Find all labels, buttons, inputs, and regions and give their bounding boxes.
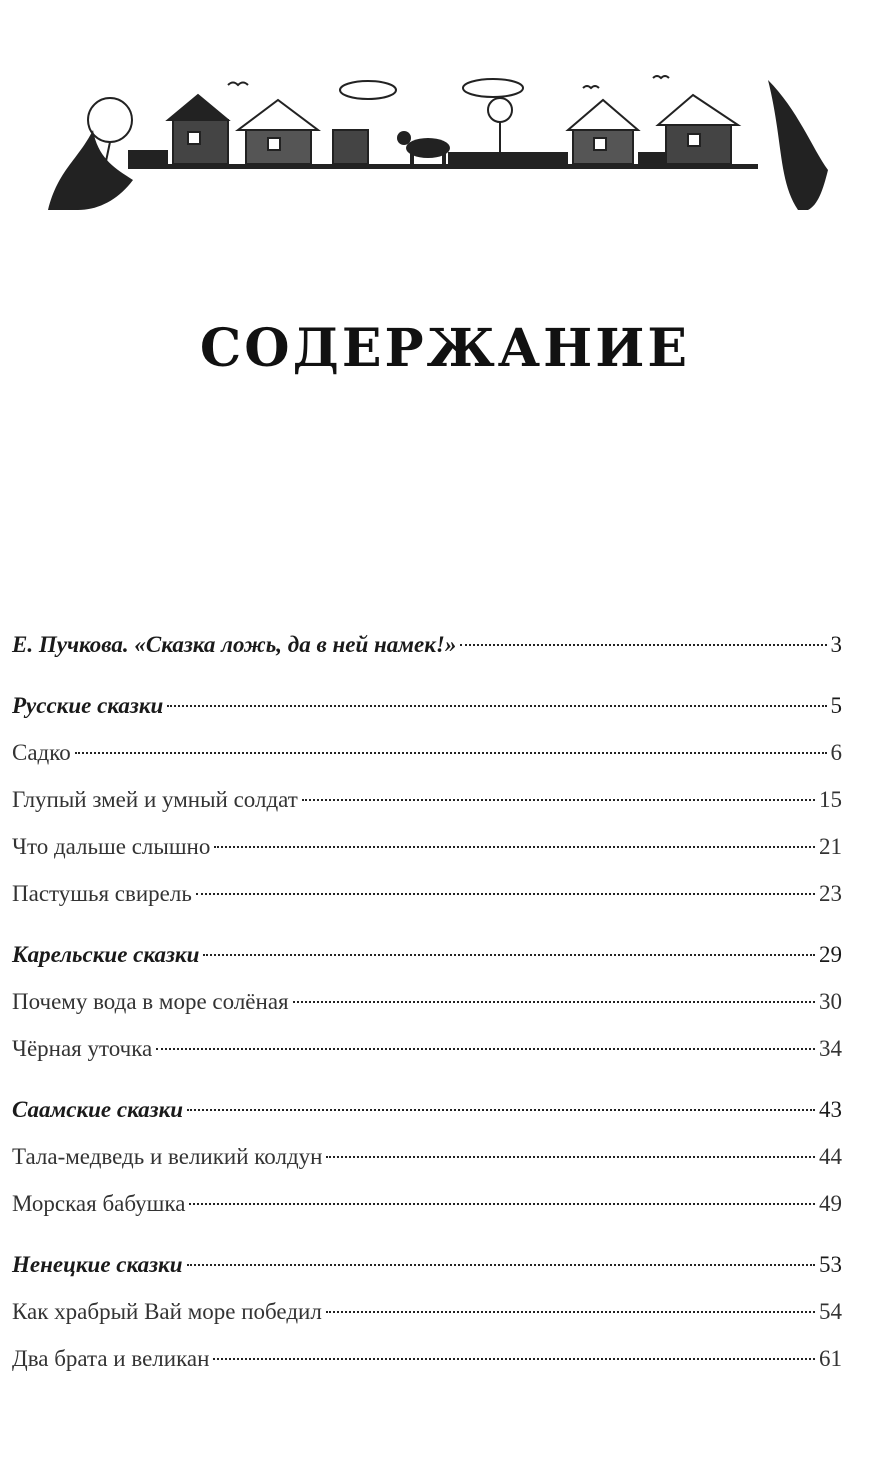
dot-leader <box>460 644 826 646</box>
dot-leader <box>196 893 815 895</box>
toc-entry-row <box>12 787 842 834</box>
toc-page-number: 54 <box>819 1299 842 1324</box>
toc-page-number: 53 <box>819 1252 842 1277</box>
toc-page-number: 49 <box>819 1191 842 1216</box>
toc-label: Глупый змей и умный солдат <box>12 787 298 812</box>
toc-label: Чёрная уточка <box>12 1036 153 1061</box>
toc-page-number: 15 <box>819 787 842 812</box>
toc-label: Садко <box>12 740 71 765</box>
toc-label: Как храбрый Вай море победил <box>12 1299 322 1324</box>
toc-page-number: 5 <box>830 693 842 718</box>
dot-leader <box>187 1109 815 1111</box>
toc-label: Два брата и великан <box>12 1346 210 1371</box>
toc-entry-row <box>12 1299 842 1346</box>
toc-page-number: 44 <box>819 1144 842 1169</box>
toc-label: Тала-медведь и великий колдун <box>12 1144 323 1169</box>
toc-section-row <box>12 632 842 679</box>
toc-page-number: 21 <box>819 834 842 859</box>
toc-label: Карельские сказки <box>12 942 200 967</box>
toc-section-row <box>12 942 842 989</box>
toc-entry-row <box>12 1346 842 1393</box>
toc-section-row <box>12 1252 842 1299</box>
toc-section-row <box>12 1097 842 1144</box>
toc-section-row <box>12 693 842 740</box>
toc-label: Ненецкие сказки <box>12 1252 183 1277</box>
dot-leader <box>167 705 826 707</box>
toc-page-number: 23 <box>819 881 842 906</box>
dot-leader <box>75 752 827 754</box>
dot-leader <box>187 1264 816 1266</box>
dot-leader <box>203 954 815 956</box>
toc-entry-row <box>12 1144 842 1191</box>
toc-page-number: 3 <box>830 632 842 657</box>
toc-label: Пастушья свирель <box>12 881 192 906</box>
toc-page-number: 29 <box>819 942 842 967</box>
toc-page-number: 34 <box>819 1036 842 1061</box>
toc-page-number: 61 <box>819 1346 842 1371</box>
village-illustration <box>38 60 838 210</box>
toc-label: Е. Пучкова. «Сказка ложь, да в ней намек!» <box>12 632 457 657</box>
dot-leader <box>302 799 815 801</box>
dot-leader <box>326 1156 815 1158</box>
dot-leader <box>214 846 815 848</box>
toc-page-number: 43 <box>819 1097 842 1122</box>
dot-leader <box>156 1048 815 1050</box>
toc-entry-row <box>12 834 842 881</box>
toc-entry-row <box>12 1036 842 1083</box>
table-of-contents <box>12 632 842 1393</box>
dot-leader <box>213 1358 815 1360</box>
toc-page-number: 30 <box>819 989 842 1014</box>
dot-leader <box>293 1001 815 1003</box>
toc-label: Что дальше слышно <box>12 834 211 859</box>
dot-leader <box>189 1203 815 1205</box>
toc-label: Почему вода в море солёная <box>12 989 289 1014</box>
toc-entry-row <box>12 989 842 1036</box>
page-title: СОДЕРЖАНИЕ <box>199 318 691 379</box>
toc-label: Морская бабушка <box>12 1191 186 1216</box>
toc-entry-row <box>12 881 842 928</box>
toc-entry-row <box>12 740 842 787</box>
toc-entry-row <box>12 1191 842 1238</box>
toc-label: Русские сказки <box>12 693 164 718</box>
toc-label: Саамские сказки <box>12 1097 184 1122</box>
dot-leader <box>326 1311 815 1313</box>
toc-page-number: 6 <box>830 740 842 765</box>
